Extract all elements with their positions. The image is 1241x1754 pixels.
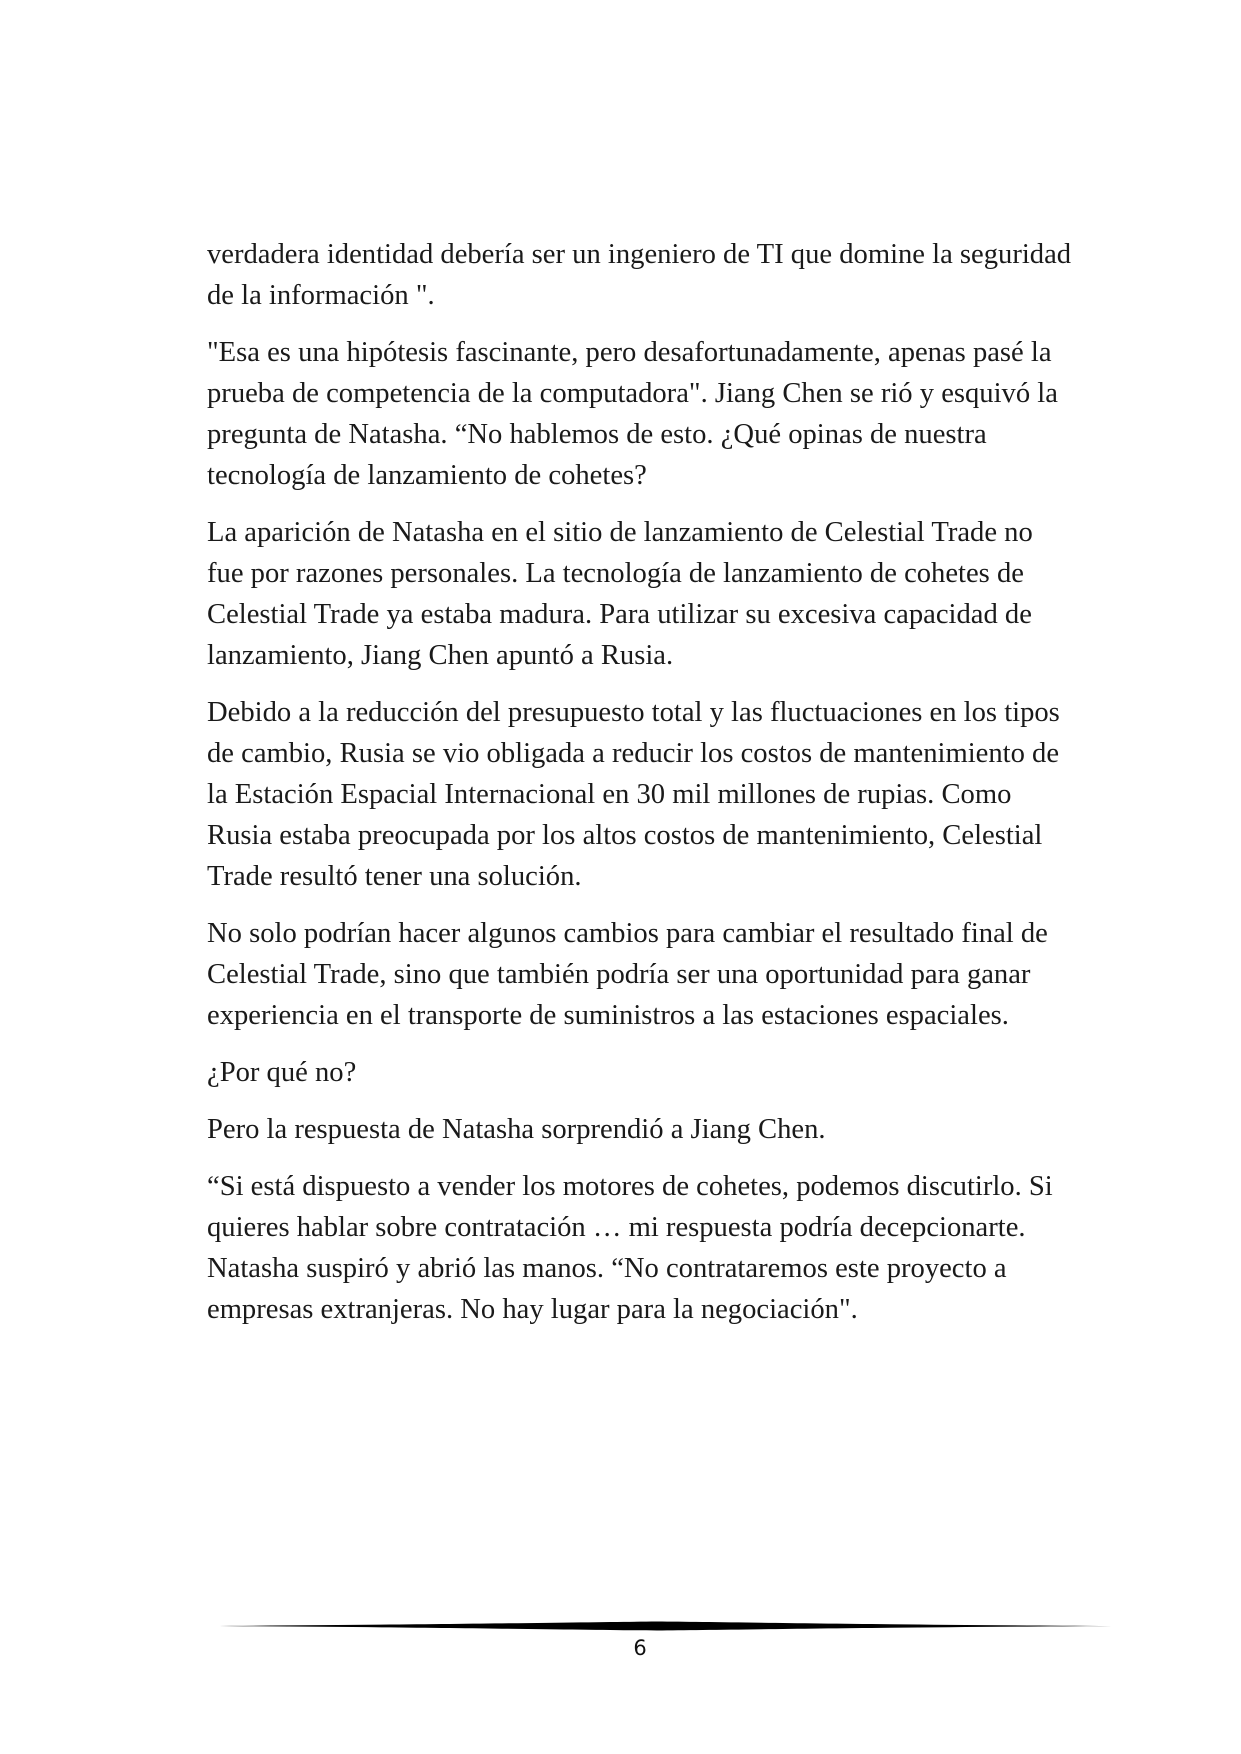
paragraph-7: Pero la respuesta de Natasha sorprendió a Jiang Chen. bbox=[207, 1114, 826, 1145]
paragraph-2: "Esa es una hipótesis fascinante, pero desafortunadamente, apenas pasé la prueba de competencia de la computadora". Jiang Chen se rió y esquivó la pregunta de Natasha. “No hablemos de esto. ¿Qué opinas de nuestra tecnología de lanzamiento de cohetes? bbox=[207, 337, 1058, 491]
paragraph-4: Debido a la reducción del presupuesto total y las fluctuaciones en los tipos de cambio, Rusia se vio obligada a reducir los costos de mantenimiento de la Estación Espacial Internacional en 30 mil millones de rupias. Como Rusia estaba preocupada por los altos costos de mantenimiento, Celestial Trade resultó tener una solución. bbox=[207, 697, 1060, 892]
paragraph-1: verdadera identidad debería ser un ingeniero de TI que domine la seguridad de la información ". bbox=[207, 239, 1072, 311]
page-number: 6 bbox=[633, 1636, 647, 1660]
paragraph-5: No solo podrían hacer algunos cambios para cambiar el resultado final de Celestial Trade, sino que también podría ser una oportunidad para ganar experiencia en el transporte de suministros a las estaciones espaciales. bbox=[207, 918, 1048, 1031]
footer-divider bbox=[207, 1619, 1112, 1633]
paragraph-3: La aparición de Natasha en el sitio de lanzamiento de Celestial Trade no fue por razones personales. La tecnología de lanzamiento de cohetes de Celestial Trade ya estaba madura. Para utilizar su excesiva capacidad de lanzamiento, Jiang Chen apuntó a Rusia. bbox=[207, 517, 1033, 671]
paragraph-8: “Si está dispuesto a vender los motores de cohetes, podemos discutirlo. Si quieres hablar sobre contratación … mi respuesta podría decepcionarte. Natasha suspiró y abrió las manos. “No contrataremos este proyecto a empresas extranjeras. No hay lugar para la negociación". bbox=[207, 1171, 1053, 1325]
body-text bbox=[207, 234, 1075, 1346]
paragraph-6: ¿Por qué no? bbox=[207, 1057, 357, 1088]
